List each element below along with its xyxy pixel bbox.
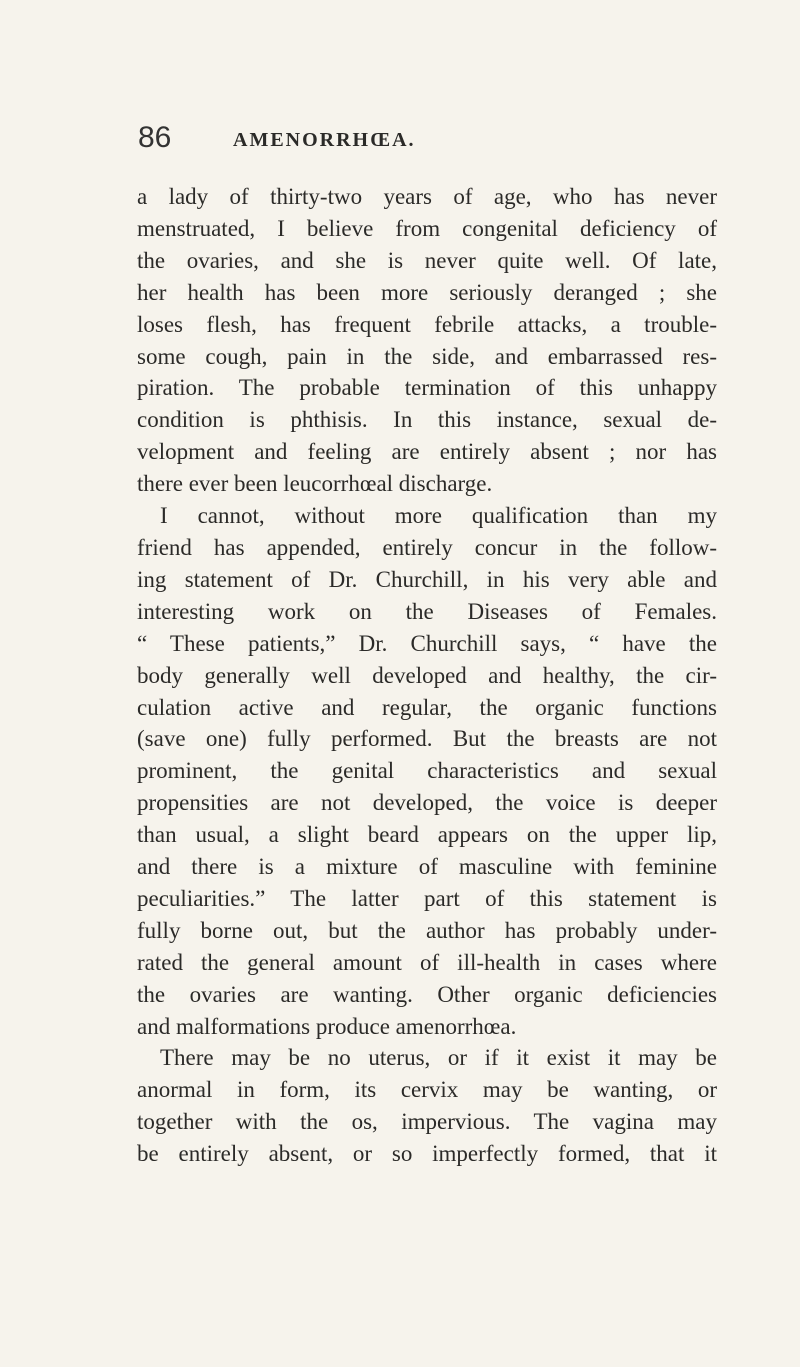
paragraph-end-line: and malformations produce amenorrhœa.	[137, 1013, 517, 1039]
text-line: culation active and regular, the organic functions	[137, 694, 717, 720]
text-line: the ovaries are wanting. Other organic deficiencies	[137, 981, 717, 1007]
text-line: together with the os, impervious. The vagina may	[137, 1109, 717, 1135]
text-line: body generally well developed and healthy, the cir-	[137, 662, 717, 688]
text-line: “ These patients,” Dr. Churchill says, “ have the	[137, 630, 717, 656]
text-line: prominent, the genital characteristics and sexual	[137, 758, 717, 784]
text-line: and there is a mixture of masculine with feminine	[137, 854, 717, 880]
text-line: the ovaries, and she is never quite well. Of late,	[137, 247, 717, 273]
text-line: velopment and feeling are entirely absent ; nor has	[137, 439, 717, 465]
text-line: piration. The probable termination of this unhappy	[137, 375, 717, 401]
text-line: friend has appended, entirely concur in the follow-	[137, 534, 717, 560]
text-line: menstruated, I believe from congenital deficiency of	[137, 215, 717, 241]
text-line: loses flesh, has frequent febrile attacks, a trouble-	[137, 311, 717, 337]
text-line: anormal in form, its cervix may be wanting, or	[137, 1077, 717, 1103]
text-line: ing statement of Dr. Churchill, in his very able and	[137, 566, 717, 592]
text-line: rated the general amount of ill-health in cases where	[137, 949, 717, 975]
text-line: propensities are not developed, the voice is deeper	[137, 790, 717, 816]
body-text	[137, 181, 717, 1170]
text-line: than usual, a slight beard appears on the upper lip,	[137, 822, 717, 848]
text-line: some cough, pain in the side, and embarrassed res-	[137, 343, 717, 369]
text-line: There may be no uterus, or if it exist it may be	[160, 1045, 717, 1071]
text-line: her health has been more seriously deranged ; she	[137, 279, 717, 305]
text-line: condition is phthisis. In this instance, sexual de-	[137, 407, 717, 433]
page-header	[138, 121, 718, 161]
paragraph-end-line: there ever been leucorrhœal discharge.	[137, 471, 493, 497]
text-line: a lady of thirty-two years of age, who has never	[137, 184, 717, 209]
running-title: AMENORRHŒA.	[233, 129, 416, 151]
page-number: 86	[138, 121, 172, 154]
text-line: (save one) fully performed. But the breasts are not	[137, 726, 717, 752]
text-line: peculiarities.” The latter part of this statement is	[137, 885, 717, 911]
text-line: fully borne out, but the author has probably under-	[137, 917, 717, 943]
text-line: interesting work on the Diseases of Females.	[137, 598, 717, 624]
text-line: I cannot, without more qualification than my	[160, 503, 717, 529]
text-line: be entirely absent, or so imperfectly formed, that it	[137, 1141, 717, 1167]
